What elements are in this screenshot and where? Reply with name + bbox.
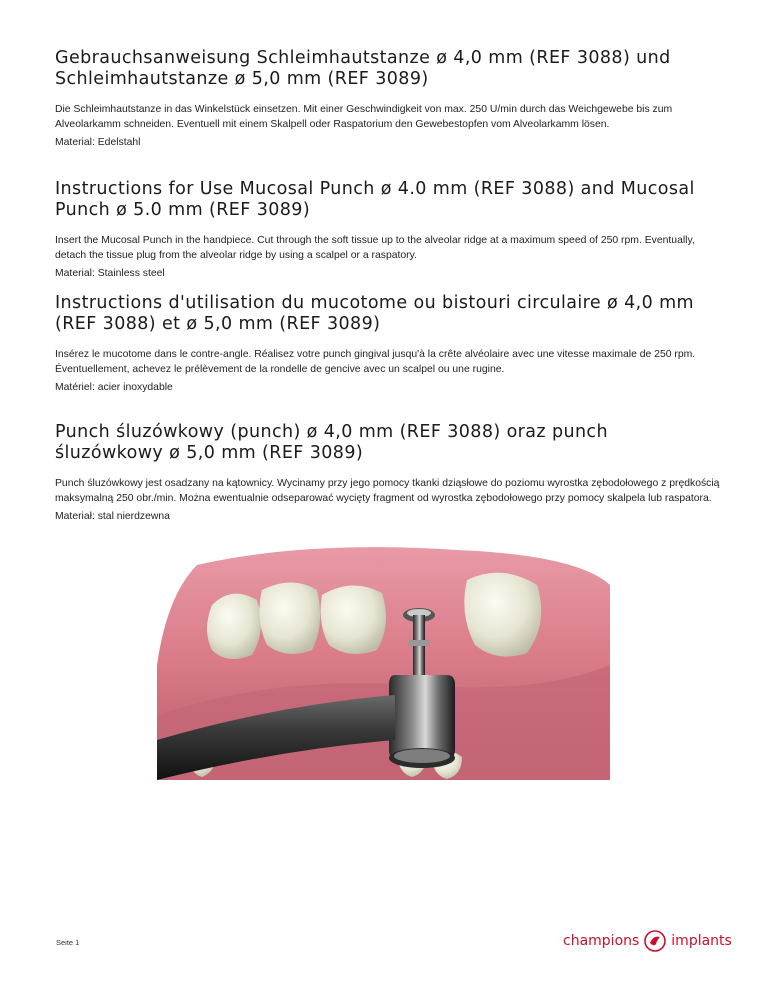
heading-french: Instructions d'utilisation du mucotome ou bistouri circulaire ø 4,0 mm (REF 3088) et ø 5,0 mm (REF 3089) [55,293,694,334]
heading-polish: Punch śluzówkowy (punch) ø 4,0 mm (REF 3088) oraz punch śluzówkowy ø 5,0 mm (REF 3089) [55,422,608,463]
heading-english: Instructions for Use Mucosal Punch ø 4.0 mm (REF 3088) and Mucosal Punch ø 5.0 mm (REF 3089) [55,179,695,220]
body-english: Insert the Mucosal Punch in the handpiece. Cut through the soft tissue up to the alveolar ridge at a maximum speed of 250 rpm. Eventually, detach the tissue plug from the alveolar ridge by using a scalpel or a raspatory. [55,235,695,261]
section-english [55,179,720,281]
tooth [259,583,320,655]
section-polish [55,422,720,524]
mucosal-punch-illustration [157,545,610,780]
material-polish: Materiał: stal nierdzewna [55,511,170,522]
tooth [464,573,541,657]
material-french: Matériel: acier inoxydable [55,382,173,393]
champions-logo-mark-icon [644,930,666,952]
material-german: Material: Edelstahl [55,137,141,148]
tooth [321,585,386,654]
page-number: Seite 1 [56,938,80,947]
logo-text-right: implants [671,933,732,949]
body-french: Insérez le mucotome dans le contre-angle. Réalisez votre punch gingival jusqu'à la crête alvéolaire avec une vitesse maximale de 250 rpm. Éventuellement, achevez le prélèvement de la rondelle de gencive avec un scalpel ou une rugine. [55,349,696,375]
tooth [207,594,261,659]
material-english: Material: Stainless steel [55,268,165,279]
logo-text-left: champions [563,933,640,949]
section-german [55,48,720,150]
champions-implants-logo [563,929,732,953]
section-french [55,293,720,395]
heading-german: Gebrauchsanweisung Schleimhautstanze ø 4,0 mm (REF 3088) und Schleimhautstanze ø 5,0 mm (REF 3089) [55,48,671,89]
body-german: Die Schleimhautstanze in das Winkelstück einsetzen. Mit einer Geschwindigkeit von max. 250 U/min durch das Weichgewebe bis zum Alveolarkamm schneiden. Eventuell mit einem Skalpell oder Raspatorium den Gewebestopfen vom Alveolarkamm lösen. [55,104,673,130]
body-polish: Punch śluzówkowy jest osadzany na kątownicy. Wycinamy przy jego pomocy tkanki dziąsłowe do poziomu wyrostka zębodołowego z prędkością maksymalną 250 obr./min. Można ewentualnie odseparować wycięty fragment od wyrostka zębodołowego przy pomocy skalpela lub raspatora. [55,478,720,504]
handpiece-head [389,675,455,760]
